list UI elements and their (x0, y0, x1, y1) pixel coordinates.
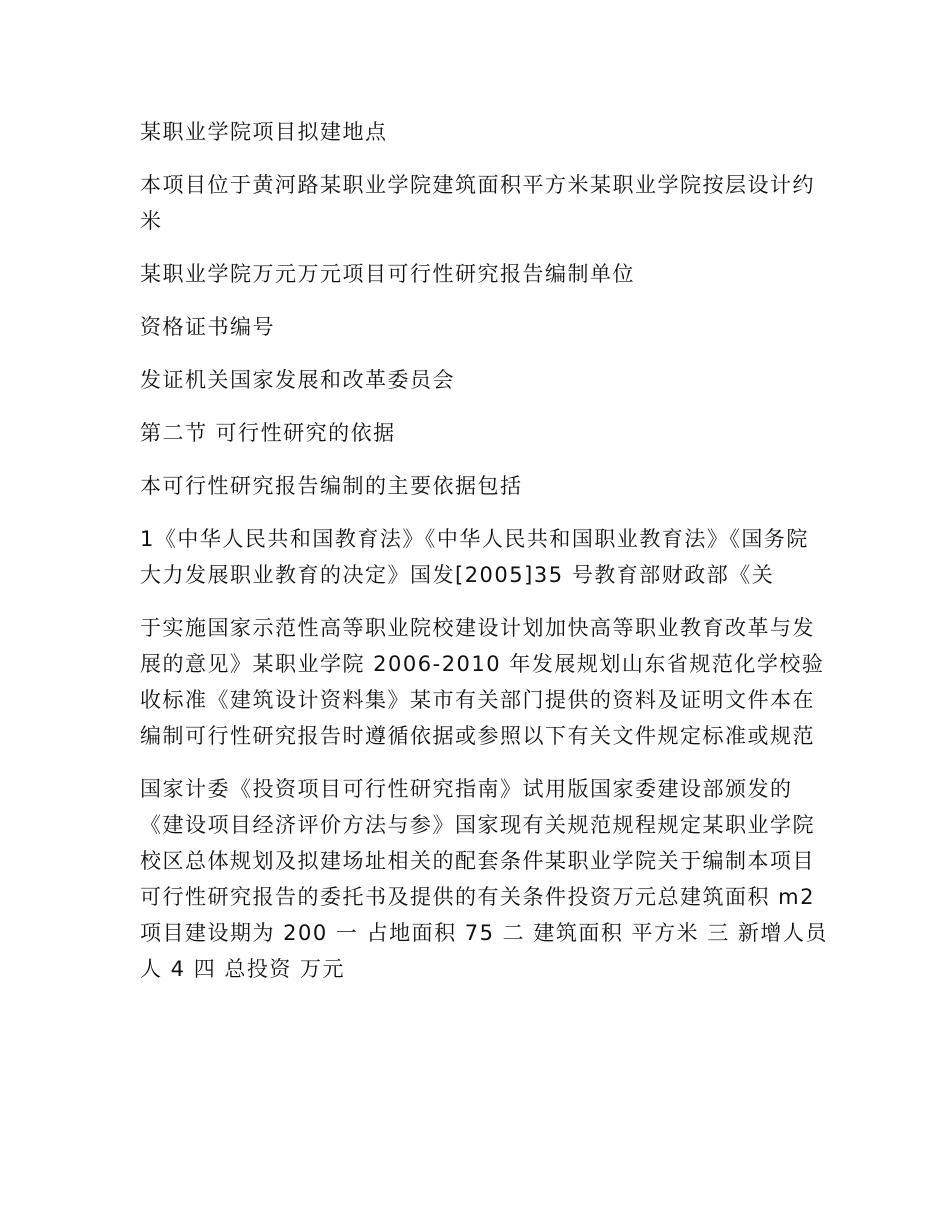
paragraph-location-detail: 本项目位于黄河路某职业学院建筑面积平方米某职业学院按层设计约米 (140, 173, 815, 233)
paragraph-location-heading: 某职业学院项目拟建地点 (140, 120, 388, 144)
paragraph-compiling-unit: 某职业学院万元万元项目可行性研究报告编制单位 (140, 262, 635, 286)
paragraph-certificate-number: 资格证书编号 (140, 315, 275, 339)
paragraph-basis-laws: 1《中华人民共和国教育法》《中华人民共和国职业教育法》《国务院大力发展职业教育的决定》国发[2005]35 号教育部财政部《关 (140, 527, 809, 587)
section-heading: 第二节 可行性研究的依据 (140, 421, 396, 445)
paragraph-basis-guides: 国家计委《投资项目可行性研究指南》试用版国家委建设部颁发的《建设项目经济评价方法与参》国家现有关规范规程规定某职业学院校区总体规划及拟建场址相关的配套条件某职业学院关于编制本项目可行性研究报告的委托书及提供的有关条件投资万元总建筑面积 m2 项目建设期为 200 一 占地面积 75 二 建筑面积 平方米 三 新增人员 人 4 四 总投资 万元 (140, 777, 828, 981)
paragraph-basis-intro: 本可行性研究报告编制的主要依据包括 (140, 474, 523, 498)
paragraph-issuing-authority: 发证机关国家发展和改革委员会 (140, 368, 455, 392)
paragraph-basis-plans: 于实施国家示范性高等职业院校建设计划加快高等职业教育改革与发展的意见》某职业学院 2006-2010 年发展规划山东省规范化学校验收标准《建筑设计资料集》某市有关部门提供的资料及证明文件本在编制可行性研究报告时遵循依据或参照以下有关文件规定标准或规范 (140, 616, 825, 748)
